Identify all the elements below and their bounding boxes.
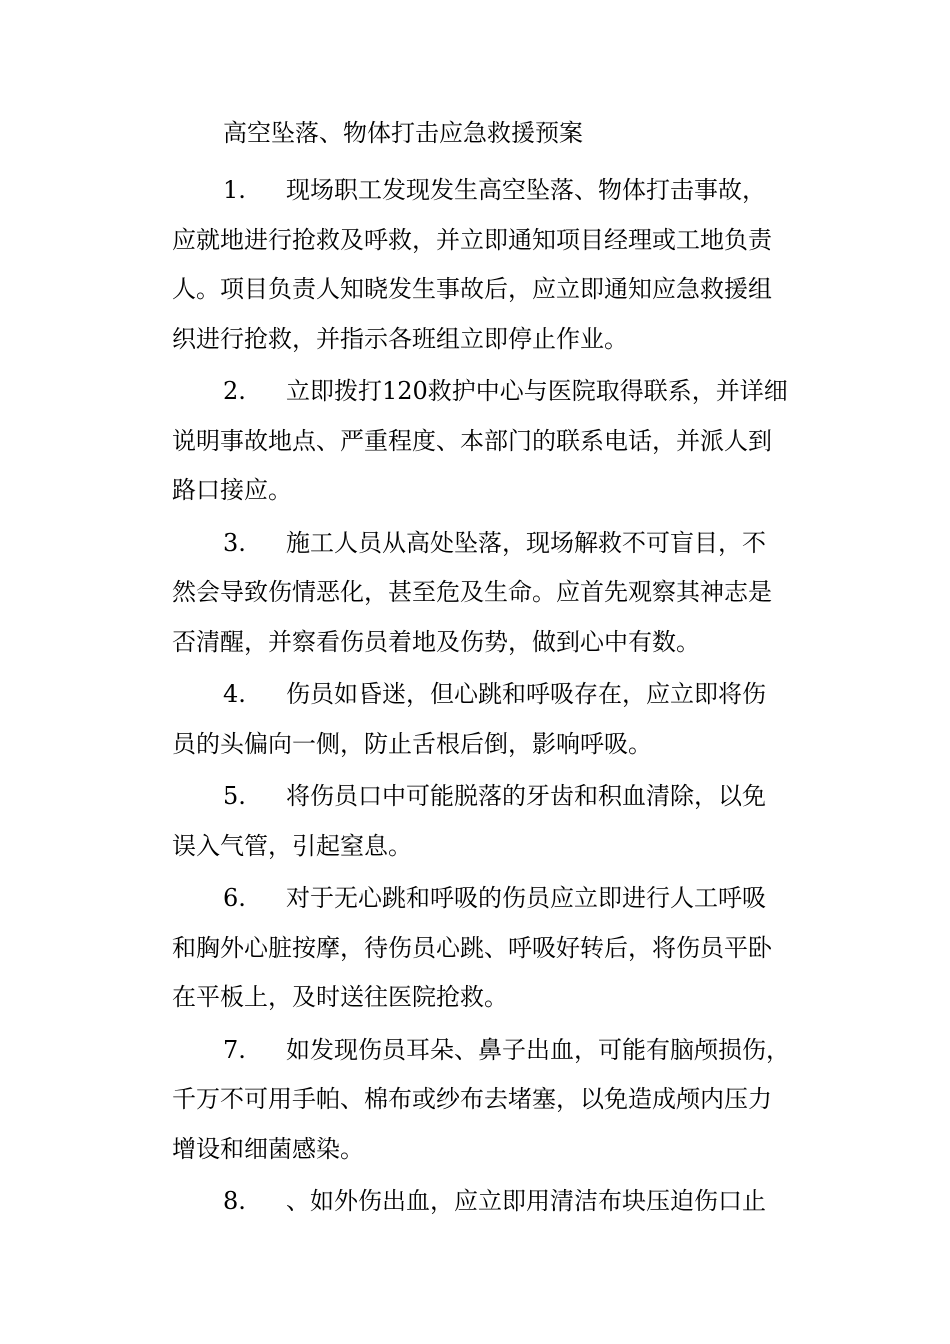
item-number: 1. — [223, 176, 246, 204]
list-item-7 — [172, 1026, 822, 1175]
list-item-1 — [172, 166, 822, 364]
item-number: 5. — [223, 782, 246, 810]
item-text-line: 和胸外心脏按摩，待伤员心跳、呼吸好转后，将伤员平卧 — [172, 933, 772, 962]
item-text-line: 应就地进行抢救及呼救，并立即通知项目经理或工地负责 — [172, 225, 772, 254]
list-item-5 — [172, 772, 822, 871]
item-first-line — [172, 874, 822, 924]
item-text-line: 员的头偏向一侧，防止舌根后倒，影响呼吸。 — [172, 729, 652, 758]
item-number: 6. — [223, 884, 246, 912]
item-text: 将伤员口中可能脱落的牙齿和积血清除，以免 — [286, 782, 766, 810]
item-text-line: 千万不可用手帕、棉布或纱布去堵塞，以免造成颅内压力 — [172, 1085, 772, 1113]
item-number: 4. — [223, 680, 246, 708]
item-number: 2. — [223, 377, 246, 405]
item-text-line: 否清醒，并察看伤员着地及伤势，做到心中有数。 — [172, 627, 700, 656]
list-item-8 — [172, 1177, 822, 1227]
list-item-2 — [172, 367, 822, 516]
item-text-line: 然会导致伤情恶化，甚至危及生命。应首先观察其神志是 — [172, 578, 772, 606]
item-first-line — [172, 1026, 822, 1076]
item-number: 8. — [223, 1187, 246, 1215]
numbered-list — [172, 166, 822, 1230]
item-first-line — [172, 166, 822, 216]
item-text-line: 说明事故地点、严重程度、本部门的联系电话，并派人到 — [172, 426, 772, 455]
item-first-line — [172, 367, 822, 417]
list-item-3 — [172, 519, 822, 668]
item-text: 伤员如昏迷，但心跳和呼吸存在，应立即将伤 — [286, 680, 766, 708]
item-text: 立即拨打120救护中心与医院取得联系，并详细 — [286, 377, 788, 405]
item-text-line: 织进行抢救，并指示各班组立即停止作业。 — [172, 324, 628, 353]
item-text-line: 在平板上，及时送往医院抢救。 — [172, 983, 508, 1011]
list-item-6 — [172, 874, 822, 1023]
item-first-line — [172, 1177, 822, 1227]
list-item-4 — [172, 670, 822, 769]
item-text-line: 人。项目负责人知晓发生事故后，应立即通知应急救援组 — [172, 275, 772, 303]
item-text: 如发现伤员耳朵、鼻子出血，可能有脑颅损伤， — [286, 1035, 790, 1064]
document-title: 高空坠落、物体打击应急救援预案 — [223, 119, 583, 147]
item-text: 现场职工发现发生高空坠落、物体打击事故， — [286, 176, 766, 204]
item-text-line: 增设和细菌感染。 — [172, 1134, 364, 1163]
item-text-line: 路口接应。 — [172, 476, 292, 504]
item-text: 施工人员从高处坠落，现场解救不可盲目，不 — [286, 528, 766, 557]
item-text-line: 误入气管，引起窒息。 — [172, 831, 412, 860]
item-number: 7. — [223, 1035, 246, 1064]
item-text: 、如外伤出血，应立即用清洁布块压迫伤口止 — [286, 1187, 766, 1215]
item-text: 对于无心跳和呼吸的伤员应立即进行人工呼吸 — [286, 884, 766, 912]
item-first-line — [172, 519, 822, 569]
item-number: 3. — [223, 528, 246, 557]
item-first-line — [172, 772, 822, 822]
item-first-line — [172, 670, 822, 720]
